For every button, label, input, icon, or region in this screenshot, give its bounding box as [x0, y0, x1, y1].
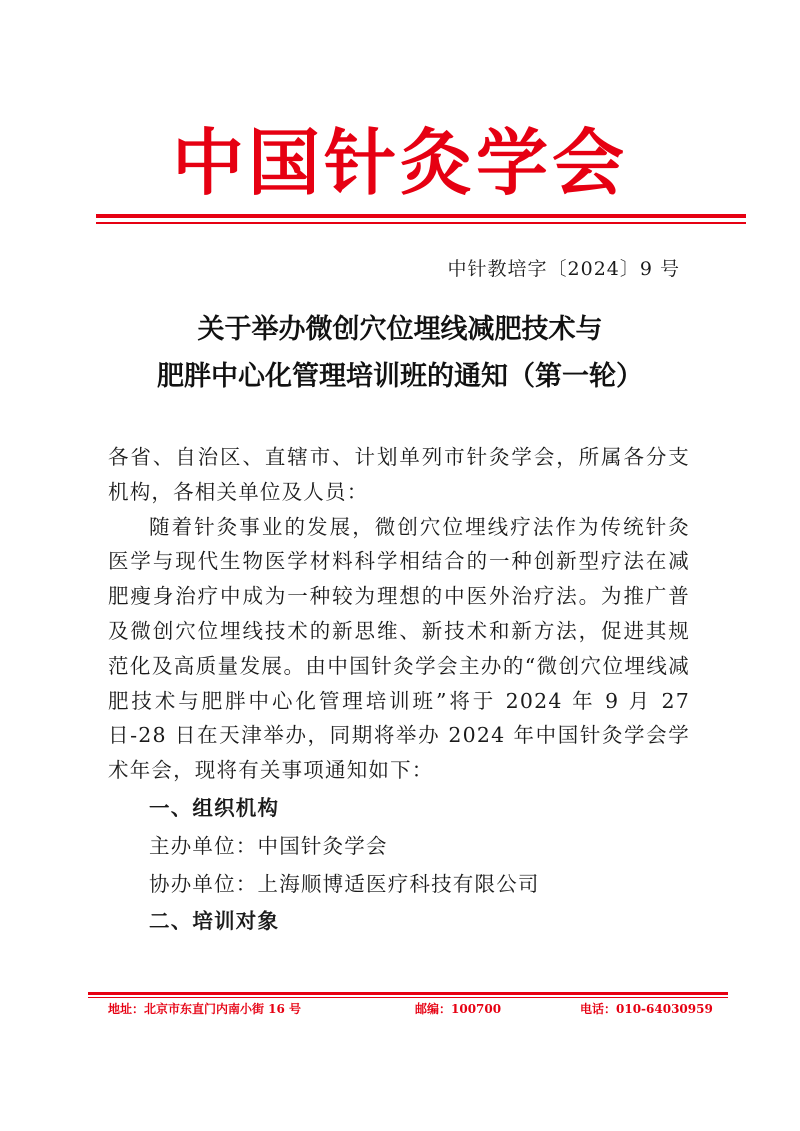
- letterhead-org-name: 中国针灸学会: [171, 121, 628, 205]
- intro-paragraph: 随着针灸事业的发展，微创穴位埋线疗法作为传统针灸医学与现代生物医学材料科学相结合的一种创新型疗法在减肥瘦身治疗中成为一种较为理想的中医外治疗法。为推广普及微创穴位埋线技术的新思维、新技术和新方法，促进其规范化及高质量发展。由中国针灸学会主办的“微创穴位埋线减肥技术与肥胖中心化管理培训班”将于 2024 年 9 月 27 日-28 日在天津举办，同期将举办 2024 年中国针灸学会学术年会，现将有关事项通知如下：: [108, 514, 690, 783]
- footer-phone: 电话：010-64030959: [580, 1002, 713, 1016]
- organizer-line: 主办单位：中国针灸学会: [149, 833, 388, 858]
- notice-title-line-1: 关于举办微创穴位埋线减肥技术与: [197, 314, 603, 345]
- notice-body: [108, 440, 690, 939]
- document-number: 中针教培字〔2024〕9 号: [447, 258, 680, 280]
- footer-address: 地址：北京市东直门内南小街 16 号: [108, 1002, 302, 1016]
- notice-title-line-2: 肥胖中心化管理培训班的通知（第一轮）: [157, 361, 643, 392]
- footer-rule-thin: [88, 997, 728, 998]
- section-heading-audience: 二、培训对象: [149, 909, 280, 934]
- footer-rule-thick: [88, 992, 728, 995]
- section-heading-organization: 一、组织机构: [149, 795, 280, 820]
- salutation: 各省、自治区、直辖市、计划单列市针灸学会，所属各分支机构，各相关单位及人员：: [108, 445, 690, 504]
- co-organizer-line: 协办单位：上海顺博适医疗科技有限公司: [149, 871, 540, 896]
- letterhead-rule-thin: [96, 222, 746, 224]
- footer-postcode: 邮编：100700: [415, 1002, 502, 1016]
- letterhead-rule-thick: [96, 214, 746, 218]
